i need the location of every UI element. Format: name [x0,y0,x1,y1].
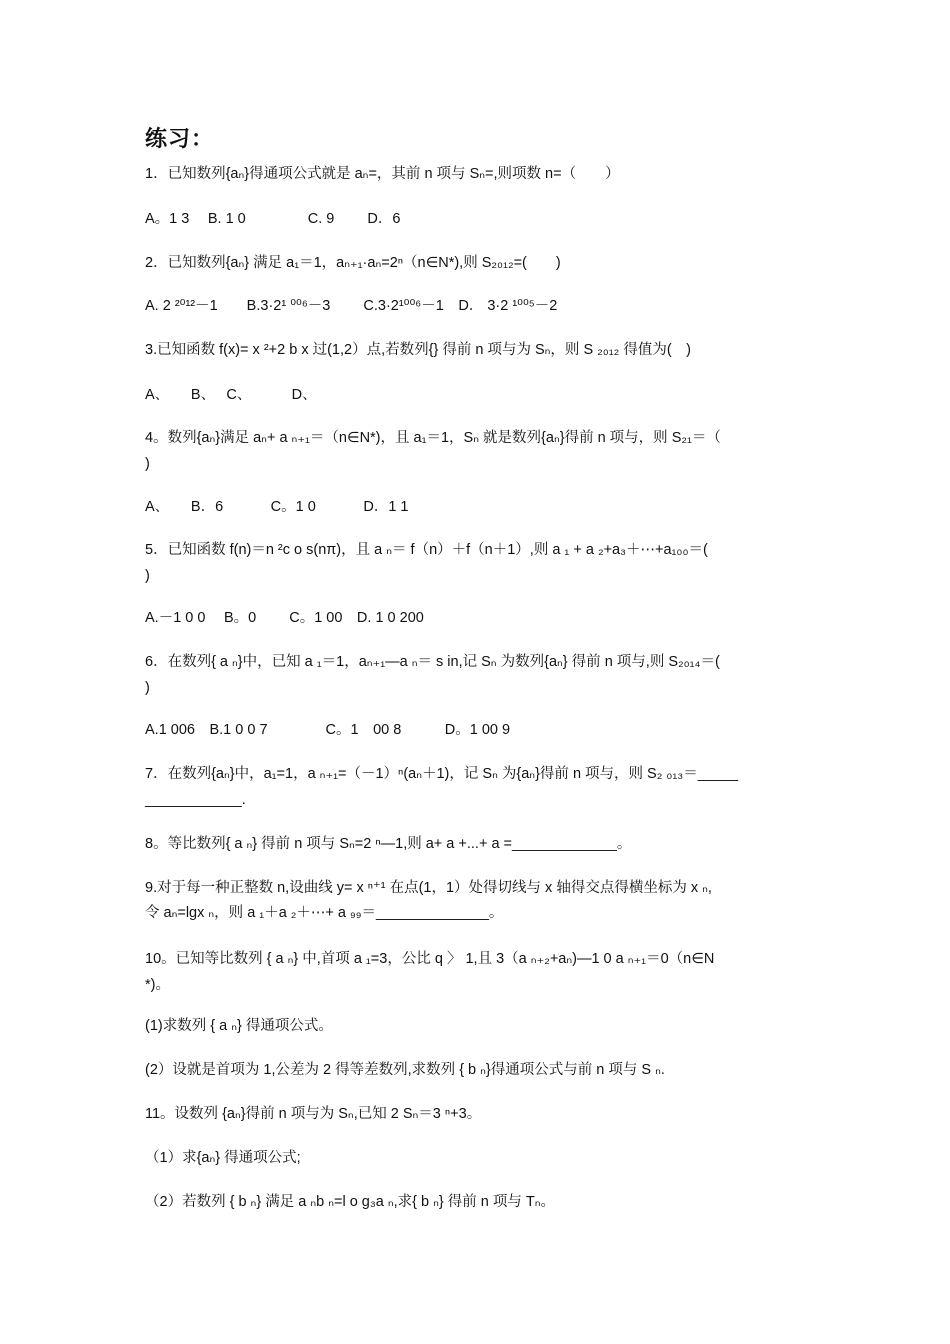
text-line: A. 2 ²⁰¹²－1 B.3·2¹ ⁰⁰⁶－3 C.3·2¹⁰⁰⁶－1 D． 3·2 ¹⁰⁰⁵－2 [145,298,558,314]
text-line: A。1 3 B. 1 0 C. 9 D．6 [145,211,401,227]
text-line: 9.对于每一种正整数 n,设曲线 y= x ⁿ⁺¹ 在点(1，1）处得切线与 x 轴得交点得横坐标为 x ₙ, [145,880,712,896]
text-line: 令 aₙ=lgx ₙ，则 a ₁＋a ₂＋⋯+ a ₉₉＝______________。 [145,905,504,921]
text-line: 7．在数列{aₙ}中，a₁=1，a ₙ₊₁=（－1）ⁿ(aₙ＋1)，记 Sₙ 为{aₙ}得前 n 项与，则 S₂ ₀₁₃＝_____ [145,766,739,782]
text-line: (2）设就是首项为 1,公差为 2 得等差数列,求数列 { b ₙ}得通项公式与前 n 项与 S ₙ. [145,1062,665,1078]
text-line: ) [145,456,150,472]
text-line: （1）求{aₙ} 得通项公式; [145,1150,301,1166]
text-line: 11。设数列 {aₙ}得前 n 项与为 Sₙ,已知 2 Sₙ＝3 ⁿ+3。 [145,1106,482,1122]
text-line: *)。 [145,977,170,993]
text-line: 2．已知数列{aₙ} 满足 a₁＝1，aₙ₊₁·aₙ=2ⁿ（n∈N*),则 S₂₀₁₂=( ) [145,255,561,271]
text-line: 5．已知函数 f(n)＝n ²c o s(nπ)，且 a ₙ＝ f（n）＋f（n＋1）,则 a ₁ + a ₂+a₃＋⋯+a₁₀₀＝( [145,542,708,558]
text-line: 8。等比数列{ a ₙ} 得前 n 项与 Sₙ=2 ⁿ—1,则 a+ a +...+ a =_____________。 [145,836,632,852]
text-line: 1．已知数列{aₙ}得通项公式就是 aₙ=，其前 n 项与 Sₙ=,则项数 n=（ ） [145,166,620,182]
text-line: ) [145,680,150,696]
text-line: （2）若数列 { b ₙ} 满足 a ₙb ₙ=l o g₃a ₙ,求{ b ₙ} 得前 n 项与 Tₙ。 [145,1194,556,1210]
page-title: 练习： [145,127,215,152]
text-line: 10。已知等比数列 { a ₙ} 中,首项 a ₁=3，公比 q 〉 1,且 3（a ₙ₊₂+aₙ)—1 0 a ₙ₊₁＝0（n∈N [145,951,715,967]
text-line: 4。数列{aₙ}满足 aₙ+ a ₙ₊₁＝（n∈N*)，且 a₁＝1，Sₙ 就是数列{aₙ}得前 n 项与，则 S₂₁＝（ [145,430,721,446]
text-line: A.1 006 B.1 0 0 7 C。1 00 8 D。1 00 9 [145,722,511,738]
text-line: A、 B．6 C。1 0 D．1 1 [145,499,409,515]
text-line: 3.已知函数 f(x)= x ²+2 b x 过(1,2）点,若数列{} 得前 n 项与为 Sₙ，则 S ₂₀₁₂ 得值为( ) [145,342,691,358]
text-line: A.－1 0 0 B。0 C。1 00 D. 1 0 200 [145,610,424,626]
text-line: A、 B、 C、 D、 [145,387,317,403]
text-line: 6．在数列{ a ₙ}中，已知 a ₁＝1，aₙ₊₁—a ₙ＝ s in,记 Sₙ 为数列{aₙ} 得前 n 项与,则 S₂₀₁₄＝( [145,654,720,670]
text-line: (1)求数列 { a ₙ} 得通项公式。 [145,1018,333,1034]
text-line: ____________. [145,792,246,808]
text-line: ) [145,568,150,584]
